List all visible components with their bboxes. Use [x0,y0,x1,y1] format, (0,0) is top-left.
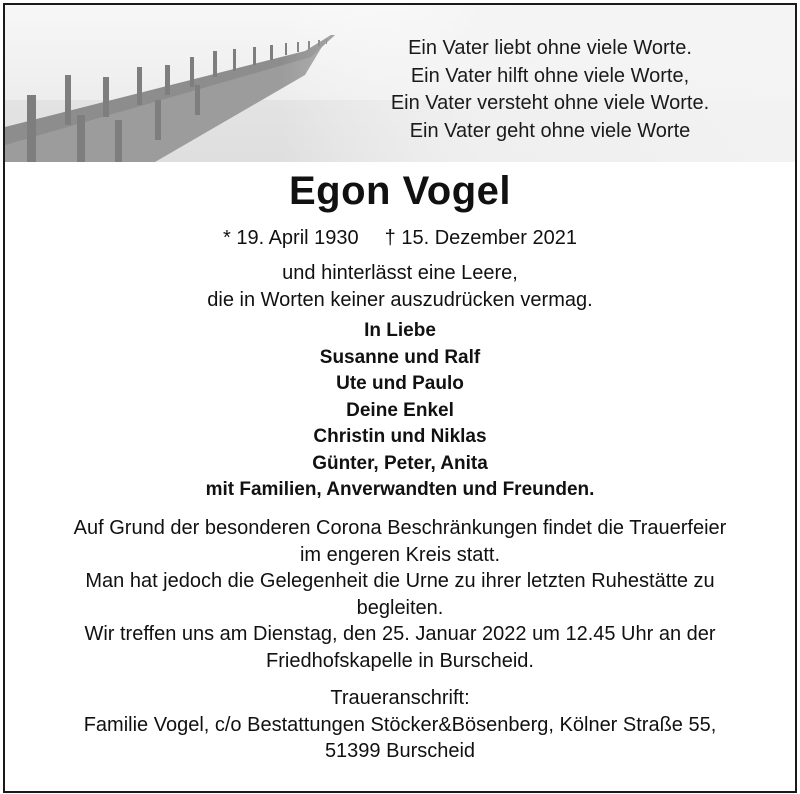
signature-line: mit Familien, Anverwandten und Freunden. [205,479,595,500]
address-line: Traueranschrift: [330,687,470,709]
poem-line: Ein Vater hilft ohne viele Worte, [410,64,690,87]
signature-line: In Liebe [364,320,436,341]
poem-line: Ein Vater geht ohne viele Worte [409,119,691,142]
address-line: 51399 Burscheid [324,740,476,762]
obituary-frame [3,3,797,793]
notice-line: Auf Grund der besonderen Corona Beschränkungen findet die Trauerfeier [73,517,727,539]
signature-line: Deine Enkel [346,399,454,421]
header-banner [5,5,795,162]
death-date: † 15. Dezember 2021 [384,227,577,249]
signature-line: Ute und Paulo [336,373,464,394]
signatures [5,318,795,504]
intro-text [5,260,795,313]
birth-date: * 19. April 1930 [223,227,359,249]
poem [335,35,765,145]
funeral-notice [5,515,795,674]
signature-line: Susanne und Ralf [319,346,481,368]
deceased-name: Egon Vogel [288,169,512,213]
notice-line: Wir treffen uns am Dienstag, den 25. Januar 2022 um 12.45 Uhr an der [84,623,716,645]
signature-line: Günter, Peter, Anita [312,452,488,474]
life-dates [5,224,795,252]
notice-line: begleiten. [356,596,444,619]
intro-line: und hinterlässt eine Leere, [282,262,518,284]
notice-line: Friedhofskapelle in Burscheid. [266,649,534,672]
poem-line: Ein Vater liebt ohne viele Worte. [408,37,692,59]
poem-line: Ein Vater versteht ohne viele Worte. [390,92,710,114]
notice-line: im engeren Kreis statt. [299,543,501,566]
intro-line: die in Worten keiner auszudrücken vermag. [207,288,593,311]
notice-line: Man hat jedoch die Gelegenheit die Urne zu ihrer letzten Ruhestätte zu [85,570,715,592]
address-line: Familie Vogel, c/o Bestattungen Stöcker&Bösenberg, Kölner Straße 55, [83,713,717,736]
mourning-address [5,685,795,765]
signature-line: Christin und Niklas [313,426,487,447]
